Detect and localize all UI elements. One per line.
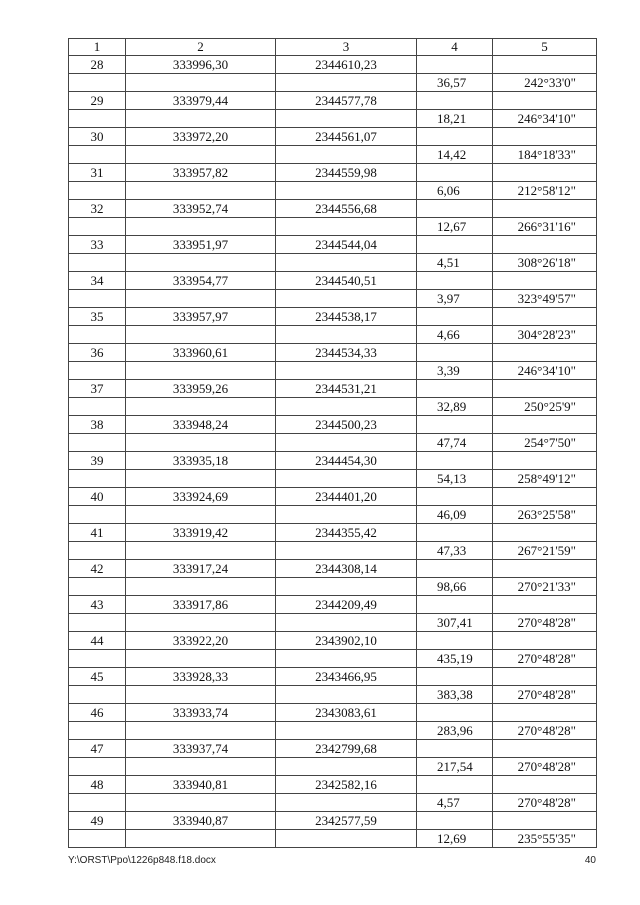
distance-cell: 47,33 bbox=[417, 542, 493, 560]
point-number-cell: 35 bbox=[69, 308, 126, 326]
point-number-cell: 32 bbox=[69, 200, 126, 218]
x-coordinate-cell: 333924,69 bbox=[126, 488, 276, 506]
bearing-cell bbox=[493, 776, 597, 794]
table-row bbox=[69, 272, 597, 290]
y-coordinate-cell: 2344556,68 bbox=[276, 200, 417, 218]
distance-cell bbox=[417, 236, 493, 254]
y-coordinate-cell: 2344544,04 bbox=[276, 236, 417, 254]
table-row bbox=[69, 596, 597, 614]
distance-cell: 18,21 bbox=[417, 110, 493, 128]
table-row bbox=[69, 812, 597, 830]
table-row bbox=[69, 398, 597, 416]
bearing-cell bbox=[493, 812, 597, 830]
x-coordinate-cell: 333972,20 bbox=[126, 128, 276, 146]
y-coordinate-cell bbox=[276, 254, 417, 272]
bearing-cell bbox=[493, 596, 597, 614]
point-number-cell bbox=[69, 398, 126, 416]
table-row bbox=[69, 362, 597, 380]
table-row bbox=[69, 56, 597, 74]
point-number-cell: 49 bbox=[69, 812, 126, 830]
point-number-cell bbox=[69, 794, 126, 812]
point-number-cell: 28 bbox=[69, 56, 126, 74]
y-coordinate-cell: 2342582,16 bbox=[276, 776, 417, 794]
point-number-cell bbox=[69, 722, 126, 740]
distance-cell: 12,69 bbox=[417, 830, 493, 848]
bearing-cell bbox=[493, 704, 597, 722]
x-coordinate-cell: 333959,26 bbox=[126, 380, 276, 398]
x-coordinate-cell: 333940,81 bbox=[126, 776, 276, 794]
bearing-cell: 270°48'28" bbox=[493, 722, 597, 740]
table-row bbox=[69, 506, 597, 524]
column-header: 2 bbox=[126, 39, 276, 56]
y-coordinate-cell: 2344540,51 bbox=[276, 272, 417, 290]
y-coordinate-cell: 2344308,14 bbox=[276, 560, 417, 578]
point-number-cell: 37 bbox=[69, 380, 126, 398]
bearing-cell: 266°31'16" bbox=[493, 218, 597, 236]
distance-cell bbox=[417, 92, 493, 110]
table-row bbox=[69, 794, 597, 812]
bearing-cell bbox=[493, 380, 597, 398]
x-coordinate-cell: 333960,61 bbox=[126, 344, 276, 362]
x-coordinate-cell bbox=[126, 542, 276, 560]
y-coordinate-cell: 2344209,49 bbox=[276, 596, 417, 614]
x-coordinate-cell bbox=[126, 506, 276, 524]
x-coordinate-cell bbox=[126, 326, 276, 344]
point-number-cell: 31 bbox=[69, 164, 126, 182]
y-coordinate-cell: 2344401,20 bbox=[276, 488, 417, 506]
bearing-cell bbox=[493, 452, 597, 470]
x-coordinate-cell: 333917,86 bbox=[126, 596, 276, 614]
bearing-cell: 250°25'9" bbox=[493, 398, 597, 416]
point-number-cell: 29 bbox=[69, 92, 126, 110]
y-coordinate-cell: 2343902,10 bbox=[276, 632, 417, 650]
point-number-cell bbox=[69, 362, 126, 380]
bearing-cell: 258°49'12" bbox=[493, 470, 597, 488]
y-coordinate-cell: 2344454,30 bbox=[276, 452, 417, 470]
bearing-cell: 304°28'23" bbox=[493, 326, 597, 344]
y-coordinate-cell bbox=[276, 182, 417, 200]
distance-cell: 383,38 bbox=[417, 686, 493, 704]
table-row bbox=[69, 524, 597, 542]
y-coordinate-cell: 2342577,59 bbox=[276, 812, 417, 830]
bearing-cell: 212°58'12" bbox=[493, 182, 597, 200]
point-number-cell: 44 bbox=[69, 632, 126, 650]
table-row bbox=[69, 92, 597, 110]
distance-cell: 3,39 bbox=[417, 362, 493, 380]
x-coordinate-cell: 333952,74 bbox=[126, 200, 276, 218]
table-row bbox=[69, 560, 597, 578]
table-row bbox=[69, 218, 597, 236]
x-coordinate-cell bbox=[126, 182, 276, 200]
y-coordinate-cell: 2344531,21 bbox=[276, 380, 417, 398]
y-coordinate-cell bbox=[276, 218, 417, 236]
distance-cell bbox=[417, 200, 493, 218]
bearing-cell bbox=[493, 668, 597, 686]
point-number-cell bbox=[69, 542, 126, 560]
table-row bbox=[69, 578, 597, 596]
distance-cell bbox=[417, 704, 493, 722]
table-row bbox=[69, 74, 597, 92]
point-number-cell bbox=[69, 650, 126, 668]
distance-cell bbox=[417, 164, 493, 182]
point-number-cell bbox=[69, 326, 126, 344]
x-coordinate-cell: 333933,74 bbox=[126, 704, 276, 722]
x-coordinate-cell: 333937,74 bbox=[126, 740, 276, 758]
bearing-cell: 323°49'57" bbox=[493, 290, 597, 308]
point-number-cell bbox=[69, 470, 126, 488]
point-number-cell bbox=[69, 218, 126, 236]
point-number-cell: 38 bbox=[69, 416, 126, 434]
table-row bbox=[69, 668, 597, 686]
x-coordinate-cell: 333979,44 bbox=[126, 92, 276, 110]
x-coordinate-cell bbox=[126, 614, 276, 632]
y-coordinate-cell bbox=[276, 542, 417, 560]
point-number-cell: 30 bbox=[69, 128, 126, 146]
bearing-cell: 267°21'59" bbox=[493, 542, 597, 560]
bearing-cell: 235°55'35" bbox=[493, 830, 597, 848]
x-coordinate-cell: 333917,24 bbox=[126, 560, 276, 578]
table-row bbox=[69, 704, 597, 722]
y-coordinate-cell: 2344534,33 bbox=[276, 344, 417, 362]
bearing-cell bbox=[493, 272, 597, 290]
y-coordinate-cell: 2343466,95 bbox=[276, 668, 417, 686]
x-coordinate-cell: 333996,30 bbox=[126, 56, 276, 74]
table-row bbox=[69, 722, 597, 740]
distance-cell: 32,89 bbox=[417, 398, 493, 416]
x-coordinate-cell bbox=[126, 578, 276, 596]
column-header: 4 bbox=[417, 39, 493, 56]
distance-cell: 283,96 bbox=[417, 722, 493, 740]
bearing-cell bbox=[493, 740, 597, 758]
y-coordinate-cell: 2343083,61 bbox=[276, 704, 417, 722]
x-coordinate-cell: 333928,33 bbox=[126, 668, 276, 686]
point-number-cell: 43 bbox=[69, 596, 126, 614]
point-number-cell: 42 bbox=[69, 560, 126, 578]
distance-cell bbox=[417, 668, 493, 686]
y-coordinate-cell bbox=[276, 398, 417, 416]
point-number-cell bbox=[69, 254, 126, 272]
distance-cell bbox=[417, 488, 493, 506]
x-coordinate-cell bbox=[126, 290, 276, 308]
point-number-cell: 33 bbox=[69, 236, 126, 254]
distance-cell bbox=[417, 632, 493, 650]
table-row bbox=[69, 254, 597, 272]
bearing-cell bbox=[493, 200, 597, 218]
bearing-cell bbox=[493, 92, 597, 110]
distance-cell bbox=[417, 596, 493, 614]
distance-cell bbox=[417, 776, 493, 794]
distance-cell bbox=[417, 344, 493, 362]
y-coordinate-cell bbox=[276, 650, 417, 668]
table-row bbox=[69, 830, 597, 848]
bearing-cell bbox=[493, 416, 597, 434]
x-coordinate-cell bbox=[126, 110, 276, 128]
x-coordinate-cell: 333919,42 bbox=[126, 524, 276, 542]
y-coordinate-cell bbox=[276, 686, 417, 704]
x-coordinate-cell bbox=[126, 470, 276, 488]
y-coordinate-cell: 2344355,42 bbox=[276, 524, 417, 542]
bearing-cell bbox=[493, 524, 597, 542]
table-row bbox=[69, 308, 597, 326]
point-number-cell bbox=[69, 506, 126, 524]
x-coordinate-cell: 333940,87 bbox=[126, 812, 276, 830]
y-coordinate-cell bbox=[276, 470, 417, 488]
x-coordinate-cell bbox=[126, 254, 276, 272]
table-row bbox=[69, 110, 597, 128]
point-number-cell: 48 bbox=[69, 776, 126, 794]
bearing-cell: 270°48'28" bbox=[493, 794, 597, 812]
bearing-cell bbox=[493, 164, 597, 182]
y-coordinate-cell: 2344559,98 bbox=[276, 164, 417, 182]
distance-cell: 12,67 bbox=[417, 218, 493, 236]
x-coordinate-cell bbox=[126, 218, 276, 236]
bearing-cell: 270°48'28" bbox=[493, 758, 597, 776]
table-row bbox=[69, 380, 597, 398]
table-row bbox=[69, 434, 597, 452]
distance-cell bbox=[417, 308, 493, 326]
point-number-cell: 41 bbox=[69, 524, 126, 542]
y-coordinate-cell: 2344538,17 bbox=[276, 308, 417, 326]
table-row bbox=[69, 758, 597, 776]
table-row bbox=[69, 488, 597, 506]
distance-cell: 3,97 bbox=[417, 290, 493, 308]
bearing-cell: 270°48'28" bbox=[493, 686, 597, 704]
bearing-cell bbox=[493, 488, 597, 506]
table-header-row bbox=[69, 39, 597, 56]
distance-cell: 4,51 bbox=[417, 254, 493, 272]
y-coordinate-cell bbox=[276, 290, 417, 308]
x-coordinate-cell: 333954,77 bbox=[126, 272, 276, 290]
point-number-cell bbox=[69, 74, 126, 92]
bearing-cell bbox=[493, 308, 597, 326]
bearing-cell: 270°48'28" bbox=[493, 650, 597, 668]
distance-cell bbox=[417, 56, 493, 74]
table-row bbox=[69, 326, 597, 344]
point-number-cell bbox=[69, 758, 126, 776]
distance-cell bbox=[417, 452, 493, 470]
distance-cell: 98,66 bbox=[417, 578, 493, 596]
table-row bbox=[69, 776, 597, 794]
point-number-cell bbox=[69, 686, 126, 704]
distance-cell bbox=[417, 272, 493, 290]
bearing-cell bbox=[493, 344, 597, 362]
table-row bbox=[69, 470, 597, 488]
x-coordinate-cell: 333948,24 bbox=[126, 416, 276, 434]
point-number-cell: 40 bbox=[69, 488, 126, 506]
footer-file-path: Y:\ORST\Ppo\1226p848.f18.docx bbox=[68, 855, 216, 866]
distance-cell: 36,57 bbox=[417, 74, 493, 92]
table-row bbox=[69, 236, 597, 254]
y-coordinate-cell bbox=[276, 74, 417, 92]
point-number-cell: 36 bbox=[69, 344, 126, 362]
table-row bbox=[69, 632, 597, 650]
bearing-cell: 246°34'10" bbox=[493, 110, 597, 128]
bearing-cell bbox=[493, 632, 597, 650]
distance-cell bbox=[417, 380, 493, 398]
y-coordinate-cell: 2344610,23 bbox=[276, 56, 417, 74]
bearing-cell bbox=[493, 56, 597, 74]
x-coordinate-cell bbox=[126, 686, 276, 704]
distance-cell: 46,09 bbox=[417, 506, 493, 524]
x-coordinate-cell bbox=[126, 434, 276, 452]
point-number-cell bbox=[69, 614, 126, 632]
column-header: 5 bbox=[493, 39, 597, 56]
distance-cell bbox=[417, 416, 493, 434]
y-coordinate-cell bbox=[276, 578, 417, 596]
column-header: 3 bbox=[276, 39, 417, 56]
distance-cell: 4,66 bbox=[417, 326, 493, 344]
bearing-cell bbox=[493, 236, 597, 254]
point-number-cell bbox=[69, 110, 126, 128]
y-coordinate-cell bbox=[276, 362, 417, 380]
distance-cell bbox=[417, 524, 493, 542]
x-coordinate-cell bbox=[126, 650, 276, 668]
bearing-cell: 184°18'33" bbox=[493, 146, 597, 164]
y-coordinate-cell bbox=[276, 614, 417, 632]
x-coordinate-cell bbox=[126, 398, 276, 416]
distance-cell: 217,54 bbox=[417, 758, 493, 776]
x-coordinate-cell: 333935,18 bbox=[126, 452, 276, 470]
table-row bbox=[69, 614, 597, 632]
distance-cell: 54,13 bbox=[417, 470, 493, 488]
bearing-cell: 270°21'33" bbox=[493, 578, 597, 596]
x-coordinate-cell bbox=[126, 794, 276, 812]
table-row bbox=[69, 290, 597, 308]
point-number-cell: 46 bbox=[69, 704, 126, 722]
y-coordinate-cell bbox=[276, 326, 417, 344]
bearing-cell bbox=[493, 560, 597, 578]
bearing-cell: 263°25'58" bbox=[493, 506, 597, 524]
table-row bbox=[69, 416, 597, 434]
coordinates-table bbox=[68, 38, 597, 848]
x-coordinate-cell bbox=[126, 758, 276, 776]
y-coordinate-cell bbox=[276, 794, 417, 812]
table-row bbox=[69, 344, 597, 362]
y-coordinate-cell bbox=[276, 434, 417, 452]
y-coordinate-cell: 2344500,23 bbox=[276, 416, 417, 434]
y-coordinate-cell bbox=[276, 758, 417, 776]
point-number-cell bbox=[69, 290, 126, 308]
point-number-cell: 45 bbox=[69, 668, 126, 686]
table-row bbox=[69, 740, 597, 758]
x-coordinate-cell: 333957,82 bbox=[126, 164, 276, 182]
bearing-cell: 254°7'50" bbox=[493, 434, 597, 452]
point-number-cell: 34 bbox=[69, 272, 126, 290]
table-row bbox=[69, 146, 597, 164]
point-number-cell: 47 bbox=[69, 740, 126, 758]
x-coordinate-cell: 333957,97 bbox=[126, 308, 276, 326]
table-row bbox=[69, 650, 597, 668]
distance-cell: 47,74 bbox=[417, 434, 493, 452]
table-row bbox=[69, 128, 597, 146]
point-number-cell: 39 bbox=[69, 452, 126, 470]
distance-cell: 435,19 bbox=[417, 650, 493, 668]
table-row bbox=[69, 182, 597, 200]
bearing-cell bbox=[493, 128, 597, 146]
y-coordinate-cell bbox=[276, 146, 417, 164]
distance-cell bbox=[417, 740, 493, 758]
bearing-cell: 246°34'10" bbox=[493, 362, 597, 380]
distance-cell: 6,06 bbox=[417, 182, 493, 200]
x-coordinate-cell bbox=[126, 362, 276, 380]
point-number-cell bbox=[69, 578, 126, 596]
distance-cell bbox=[417, 812, 493, 830]
table-row bbox=[69, 200, 597, 218]
table-row bbox=[69, 542, 597, 560]
distance-cell bbox=[417, 560, 493, 578]
y-coordinate-cell bbox=[276, 830, 417, 848]
y-coordinate-cell bbox=[276, 506, 417, 524]
x-coordinate-cell: 333922,20 bbox=[126, 632, 276, 650]
footer-page-number: 40 bbox=[584, 855, 596, 866]
x-coordinate-cell bbox=[126, 722, 276, 740]
point-number-cell bbox=[69, 182, 126, 200]
point-number-cell bbox=[69, 434, 126, 452]
y-coordinate-cell bbox=[276, 722, 417, 740]
bearing-cell: 242°33'0" bbox=[493, 74, 597, 92]
column-header: 1 bbox=[69, 39, 126, 56]
distance-cell: 307,41 bbox=[417, 614, 493, 632]
point-number-cell bbox=[69, 830, 126, 848]
distance-cell: 14,42 bbox=[417, 146, 493, 164]
x-coordinate-cell bbox=[126, 146, 276, 164]
bearing-cell: 270°48'28" bbox=[493, 614, 597, 632]
y-coordinate-cell bbox=[276, 110, 417, 128]
point-number-cell bbox=[69, 146, 126, 164]
distance-cell: 4,57 bbox=[417, 794, 493, 812]
x-coordinate-cell: 333951,97 bbox=[126, 236, 276, 254]
y-coordinate-cell: 2344577,78 bbox=[276, 92, 417, 110]
bearing-cell: 308°26'18" bbox=[493, 254, 597, 272]
table-row bbox=[69, 686, 597, 704]
x-coordinate-cell bbox=[126, 830, 276, 848]
y-coordinate-cell: 2342799,68 bbox=[276, 740, 417, 758]
x-coordinate-cell bbox=[126, 74, 276, 92]
y-coordinate-cell: 2344561,07 bbox=[276, 128, 417, 146]
table-row bbox=[69, 164, 597, 182]
table-row bbox=[69, 452, 597, 470]
distance-cell bbox=[417, 128, 493, 146]
